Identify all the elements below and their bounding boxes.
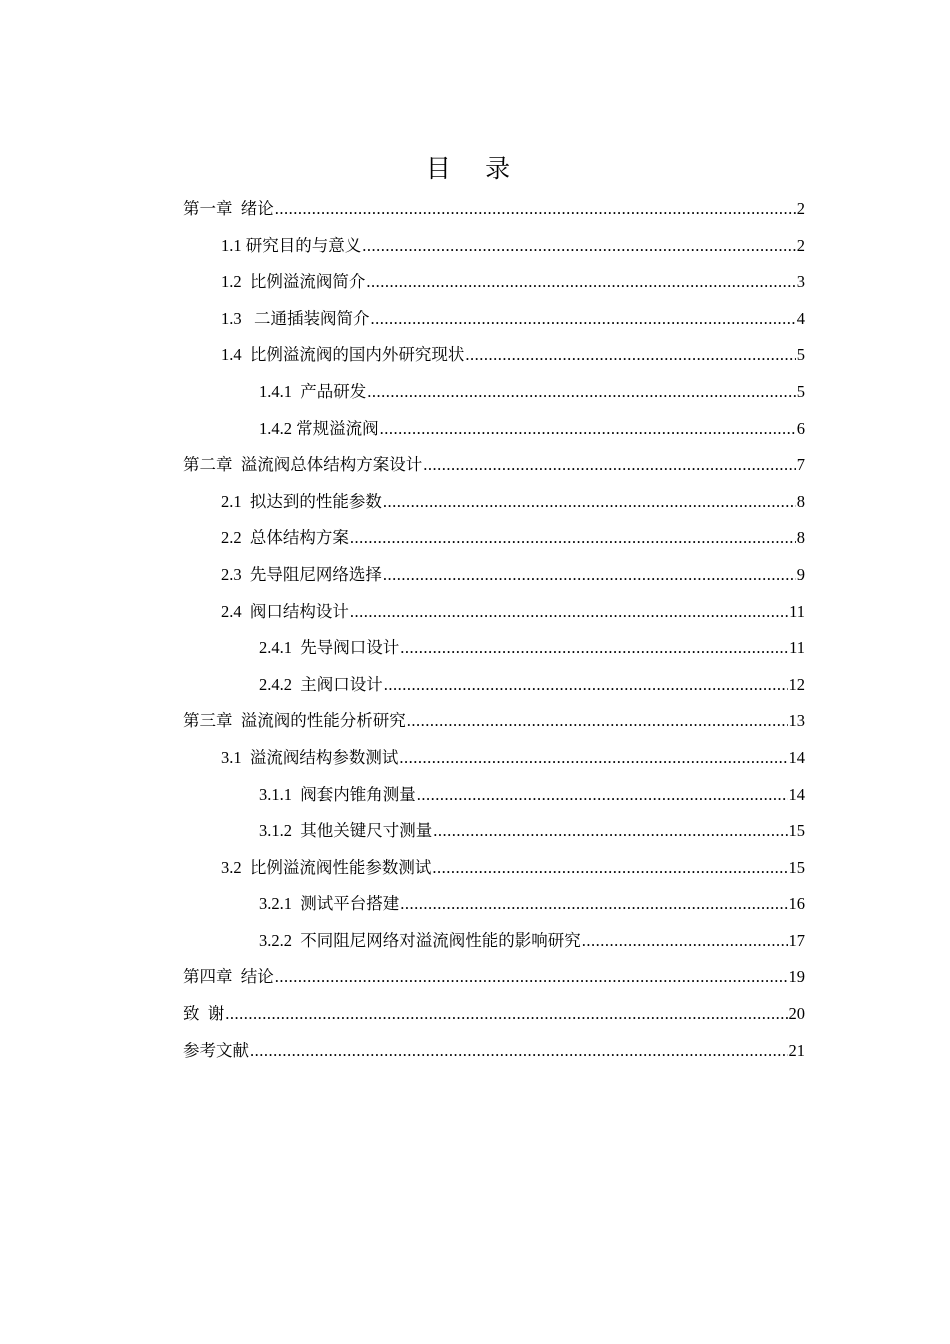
toc-entry-label: 参考文献	[183, 1040, 249, 1060]
toc-entry[interactable]	[183, 337, 805, 374]
toc-dot-leader	[432, 850, 787, 887]
toc-entry-label: 2.3 先导阻尼网络选择	[221, 564, 382, 584]
toc-entry-page-number: 17	[788, 930, 805, 950]
toc-entry-page-number: 3	[796, 272, 805, 292]
toc-entry-label: 第一章 绪论	[183, 199, 274, 218]
toc-entry-page-number: 2	[796, 199, 805, 218]
toc-entry-page-number: 15	[788, 821, 805, 841]
toc-list	[183, 191, 805, 1069]
toc-entry[interactable]	[183, 703, 805, 740]
toc-entry[interactable]	[183, 813, 805, 850]
toc-dot-leader	[366, 264, 795, 301]
toc-entry-label: 1.4 比例溢流阀的国内外研究现状	[221, 345, 465, 365]
toc-dot-leader	[371, 301, 796, 338]
toc-dot-leader	[399, 740, 787, 777]
toc-entry-label: 2.4.1 先导阀口设计	[259, 638, 400, 658]
toc-dot-leader	[275, 959, 788, 996]
toc-entry-label: 1.2 比例溢流阀简介	[221, 272, 366, 292]
toc-entry[interactable]	[183, 191, 805, 228]
toc-entry-page-number: 8	[796, 528, 805, 548]
toc-entry[interactable]	[183, 996, 805, 1033]
toc-entry[interactable]	[183, 374, 805, 411]
toc-dot-leader	[362, 228, 796, 265]
toc-entry[interactable]	[183, 228, 805, 265]
toc-entry-label: 第三章 溢流阀的性能分析研究	[183, 711, 406, 731]
toc-entry-label: 3.2.1 测试平台搭建	[259, 894, 400, 914]
toc-dot-leader	[383, 557, 796, 594]
toc-entry[interactable]	[183, 264, 805, 301]
toc-entry-label: 2.4.2 主阀口设计	[259, 674, 383, 694]
toc-dot-leader	[383, 484, 796, 521]
toc-dot-leader	[384, 667, 788, 704]
toc-entry-page-number: 4	[796, 308, 805, 328]
toc-entry[interactable]	[183, 1033, 805, 1070]
toc-dot-leader	[350, 520, 796, 557]
toc-entry-page-number: 13	[788, 711, 805, 731]
toc-entry[interactable]	[183, 923, 805, 960]
toc-dot-leader	[225, 996, 787, 1033]
toc-dot-leader	[400, 886, 787, 923]
toc-entry[interactable]	[183, 447, 805, 484]
toc-entry[interactable]	[183, 484, 805, 521]
toc-entry[interactable]	[183, 850, 805, 887]
toc-dot-leader	[582, 923, 788, 960]
toc-entry-page-number: 9	[796, 564, 805, 584]
toc-entry-label: 2.2 总体结构方案	[221, 528, 349, 548]
toc-entry-page-number: 6	[796, 418, 805, 438]
toc-entry-label: 1.3 二通插装阀简介	[221, 308, 370, 328]
toc-entry[interactable]	[183, 520, 805, 557]
toc-entry[interactable]	[183, 630, 805, 667]
toc-entry[interactable]	[183, 667, 805, 704]
toc-dot-leader	[465, 337, 795, 374]
toc-entry-label: 3.2 比例溢流阀性能参数测试	[221, 857, 432, 877]
toc-entry-page-number: 15	[788, 857, 805, 877]
toc-dot-leader	[367, 374, 796, 411]
toc-entry-page-number: 7	[796, 455, 805, 475]
toc-entry-page-number: 11	[789, 601, 805, 621]
toc-entry-page-number: 12	[788, 674, 805, 694]
toc-entry[interactable]	[183, 740, 805, 777]
toc-dot-leader	[423, 447, 796, 484]
toc-entry[interactable]	[183, 557, 805, 594]
toc-entry-page-number: 21	[788, 1040, 805, 1060]
toc-entry-page-number: 5	[796, 345, 805, 365]
toc-entry-page-number: 2	[796, 235, 805, 255]
toc-entry-label: 1.4.2 常规溢流阀	[259, 418, 379, 438]
toc-entry[interactable]	[183, 886, 805, 923]
toc-entry-page-number: 11	[789, 638, 805, 658]
toc-dot-leader	[433, 813, 787, 850]
toc-entry-label: 1.4.1 产品研发	[259, 381, 367, 401]
toc-title: 目 录	[425, 156, 525, 183]
toc-entry-page-number: 8	[796, 491, 805, 511]
toc-dot-leader	[350, 594, 788, 631]
toc-entry-page-number: 14	[788, 747, 805, 767]
toc-entry-label: 致 谢	[183, 1004, 225, 1024]
toc-dot-leader	[275, 191, 796, 228]
toc-entry[interactable]	[183, 301, 805, 338]
toc-entry-page-number: 5	[796, 381, 805, 401]
toc-dot-leader	[407, 703, 788, 740]
toc-entry-label: 第二章 溢流阀总体结构方案设计	[183, 455, 423, 475]
toc-entry-label: 3.1.1 阀套内锥角测量	[259, 784, 416, 804]
toc-entry-page-number: 20	[788, 1004, 805, 1024]
toc-dot-leader	[400, 630, 788, 667]
toc-dot-leader	[380, 411, 796, 448]
toc-entry-label: 3.1.2 其他关键尺寸测量	[259, 821, 433, 841]
toc-entry[interactable]	[183, 411, 805, 448]
toc-dot-leader	[250, 1033, 788, 1070]
toc-entry-label: 3.2.2 不同阻尼网络对溢流阀性能的影响研究	[259, 930, 581, 950]
toc-entry-label: 3.1 溢流阀结构参数测试	[221, 747, 399, 767]
toc-entry-page-number: 19	[788, 967, 805, 987]
toc-entry-label: 1.1 研究目的与意义	[221, 235, 362, 255]
toc-entry-page-number: 14	[788, 784, 805, 804]
toc-entry[interactable]	[183, 959, 805, 996]
toc-entry-label: 2.4 阀口结构设计	[221, 601, 349, 621]
toc-entry[interactable]	[183, 594, 805, 631]
toc-entry[interactable]	[183, 777, 805, 814]
toc-entry-page-number: 16	[788, 894, 805, 914]
toc-dot-leader	[417, 777, 788, 814]
toc-entry-label: 第四章 结论	[183, 967, 274, 987]
toc-entry-label: 2.1 拟达到的性能参数	[221, 491, 382, 511]
